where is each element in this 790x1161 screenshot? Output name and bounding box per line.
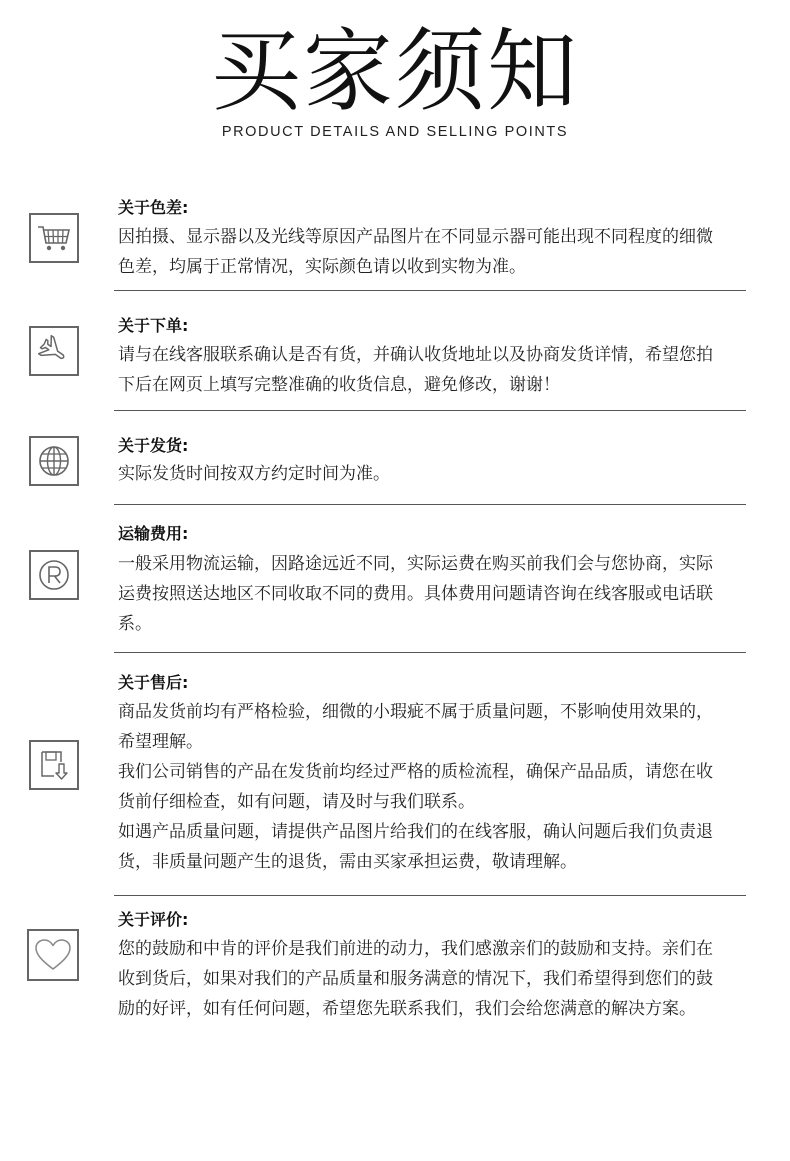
section-paragraph: 请与在线客服联系确认是否有货，并确认收货地址以及协商发货详情，希望您拍下后在网页上填写完整准确的收货信息，避免修改，谢谢！ [118,345,713,395]
divider [114,410,746,411]
section-body [118,340,728,400]
heart-icon [27,929,79,981]
section-title: 关于发货: [118,436,189,455]
section-title: 关于评价: [118,910,189,929]
section-paragraph: 因拍摄、显示器以及光线等原因产品图片在不同显示器可能出现不同程度的细微色差，均属于正常情况，实际颜色请以收到实物为准。 [118,227,713,277]
section-paragraph: 商品发货前均有严格检验，细微的小瑕疵不属于质量问题，不影响使用效果的，希望理解。 [118,702,713,752]
section-paragraph: 我们公司销售的产品在发货前均经过严格的质检流程，确保产品品质，请您在收货前仔细检查，如有问题，请及时与我们联系。 [118,762,713,812]
section-title: 运输费用: [118,524,189,543]
section-paragraph: 实际发货时间按双方约定时间为准。 [118,464,390,484]
divider [114,895,746,896]
section-body [118,222,728,282]
section-body [118,459,728,489]
section-title: 关于下单: [118,316,189,335]
divider [114,652,746,653]
section-title: 关于色差: [118,198,189,217]
section-body [118,549,728,639]
cart-icon [29,213,79,263]
section-paragraph: 一般采用物流运输，因路途远近不同，实际运费在购买前我们会与您协商，实际运费按照送达地区不同收取不同的费用。具体费用问题请咨询在线客服或电话联系。 [118,554,713,634]
airplane-icon [29,326,79,376]
return-box-icon [29,740,79,790]
section-body [118,934,728,1024]
section-body [118,697,728,877]
divider [114,504,746,505]
section-paragraph: 您的鼓励和中肯的评价是我们前进的动力，我们感激亲们的鼓励和支持。亲们在收到货后，如果对我们的产品质量和服务满意的情况下，我们希望得到您们的鼓励的好评，如有任何问题，希望您先联系我们，我们会给您满意的解决方案。 [118,939,713,1019]
globe-icon [29,436,79,486]
section-title: 关于售后: [118,673,189,692]
page-subtitle: PRODUCT DETAILS AND SELLING POINTS [221,124,569,140]
divider [114,290,746,291]
registered-icon [29,550,79,600]
section-paragraph: 如遇产品质量问题，请提供产品图片给我们的在线客服，确认问题后我们负责退货，非质量问题产生的退货，需由买家承担运费，敬请理解。 [118,822,713,872]
page-title: 买家须知 [211,19,579,124]
